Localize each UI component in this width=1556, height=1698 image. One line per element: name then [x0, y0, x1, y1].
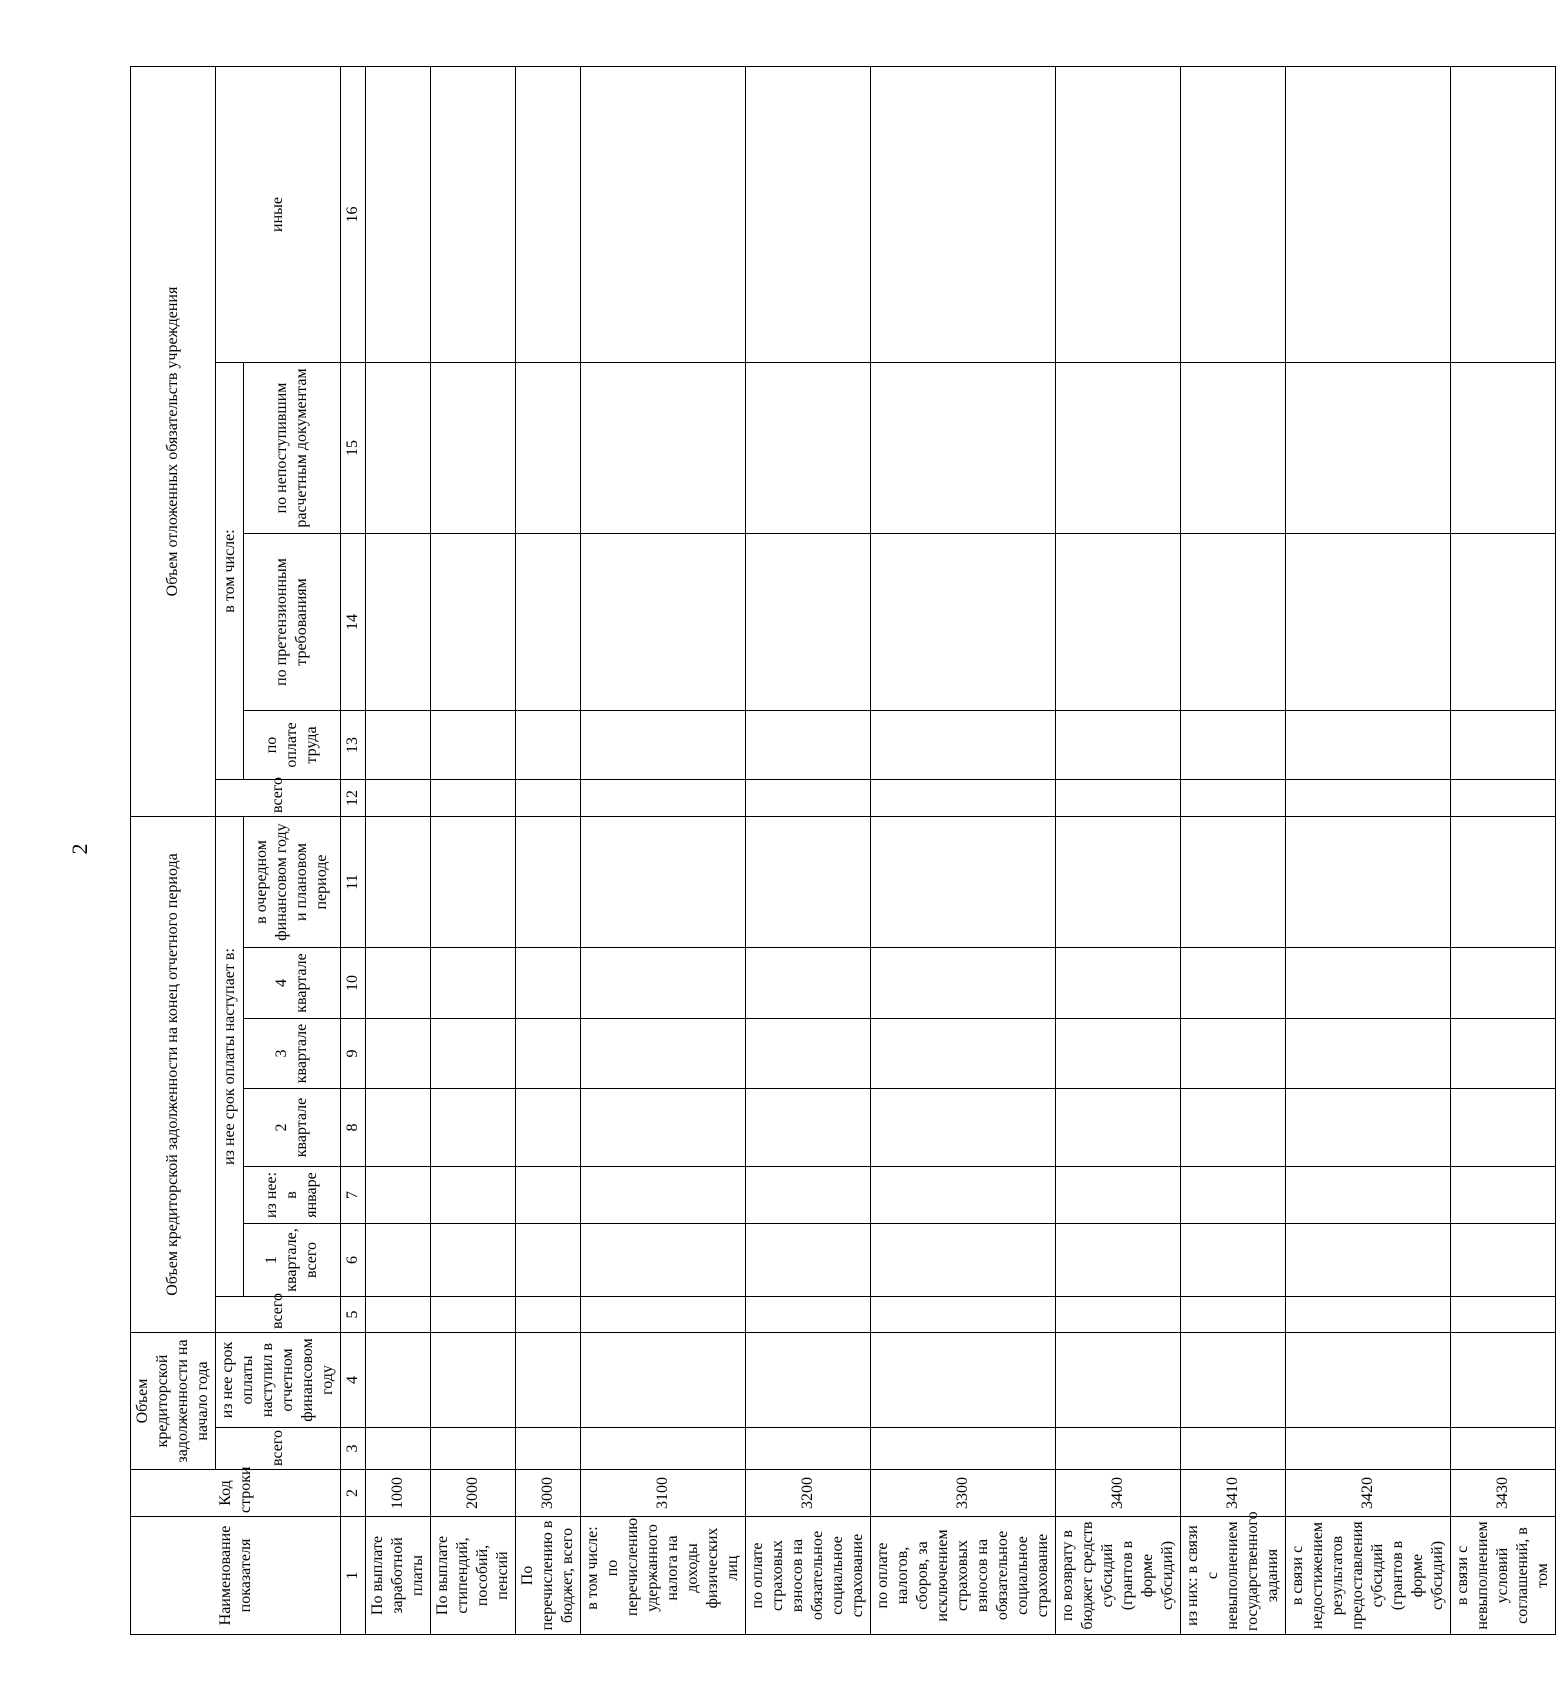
table-row	[1451, 66, 1556, 1634]
row-code: 3410	[1181, 1470, 1286, 1517]
header-deferred-other: иные	[216, 66, 341, 362]
header-name: Наименование показателя	[131, 1517, 341, 1635]
row-code: 3420	[1286, 1470, 1451, 1517]
header-q4: 4 квартале	[244, 948, 341, 1019]
row-name: в связи с невыполнением условий соглашений, в том	[1451, 1517, 1556, 1635]
row-code: 3430	[1451, 1470, 1556, 1517]
col-number: 10	[341, 948, 366, 1019]
col-number: 14	[341, 533, 366, 710]
row-name: по оплате налогов, сборов, за исключением страховых взносов на обязательное социальное страхование	[871, 1517, 1056, 1635]
row-code: 3300	[871, 1470, 1056, 1517]
col-number: 5	[341, 1297, 366, 1333]
table-row	[1056, 66, 1181, 1634]
header-deferred-group: Объем отложенных обязательств учреждения	[131, 66, 216, 816]
header-start-group: Объем кредиторской задолженности на начало года	[131, 1333, 216, 1470]
col-number: 7	[341, 1167, 366, 1224]
row-code: 3400	[1056, 1470, 1181, 1517]
col-number: 6	[341, 1224, 366, 1297]
column-number-row	[341, 66, 366, 1634]
row-name: по возврату в бюджет средств субсидий (грантов в форме субсидий)	[1056, 1517, 1181, 1635]
header-row-2	[216, 66, 244, 1634]
col-number: 9	[341, 1019, 366, 1089]
col-number: 2	[341, 1470, 366, 1517]
header-deferred-wages: по оплате труда	[244, 710, 341, 779]
row-name: в том числе: по перечислению удержанного налога на доходы физических лиц	[581, 1517, 746, 1635]
header-row-1	[131, 66, 216, 1634]
row-name: в связи с недостижением результатов предоставления субсидий (грантов в форме субсидий)	[1286, 1517, 1451, 1635]
table-row	[1181, 66, 1286, 1634]
table-row	[1286, 66, 1451, 1634]
header-deferred-incl: в том числе:	[216, 362, 244, 779]
col-number: 15	[341, 362, 366, 533]
row-code: 2000	[431, 1470, 516, 1517]
header-next-year: в очередном финансовом году и плановом периоде	[244, 816, 341, 947]
creditor-debt-table	[130, 66, 1556, 1635]
header-start-due: из нее срок оплаты наступил в отчетном финансовом году	[216, 1333, 341, 1428]
header-q1-january: из нее: в январе	[244, 1167, 341, 1224]
col-number: 4	[341, 1333, 366, 1428]
row-name: по оплате страховых взносов на обязательное социальное страхование	[746, 1517, 871, 1635]
col-number: 3	[341, 1428, 366, 1470]
col-number: 11	[341, 816, 366, 947]
header-q2: 2 квартале	[244, 1089, 341, 1167]
header-deferred-claims: по претензионным требованиям	[244, 533, 341, 710]
row-code: 3100	[581, 1470, 746, 1517]
row-name: По выплате стипендий, пособий, пенсий	[431, 1517, 516, 1635]
header-end-total: всего	[216, 1297, 341, 1333]
header-code: Код строки	[131, 1470, 341, 1517]
table-row	[871, 66, 1056, 1634]
table-row	[431, 66, 516, 1634]
header-end-group: Объем кредиторской задолженности на конец отчетного периода	[131, 816, 216, 1332]
col-number: 8	[341, 1089, 366, 1167]
col-number: 13	[341, 710, 366, 779]
row-name: из них: в связи с невыполнением государственного задания	[1181, 1517, 1286, 1635]
row-code: 3000	[516, 1470, 581, 1517]
header-q3: 3 квартале	[244, 1019, 341, 1089]
row-name: По выплате заработной платы	[366, 1517, 431, 1635]
header-deferred-docs: по непоступившим расчетным документам	[244, 362, 341, 533]
row-name: По перечислению в бюджет, всего	[516, 1517, 581, 1635]
header-q1-total: 1 квартале, всего	[244, 1224, 341, 1297]
header-end-due-group: из нее срок оплаты наступает в:	[216, 816, 244, 1296]
rotated-page	[130, 67, 1551, 1635]
header-start-total: всего	[216, 1428, 341, 1470]
table-row	[581, 66, 746, 1634]
table-wrapper	[130, 67, 1551, 1635]
table-row	[516, 66, 581, 1634]
col-number: 1	[341, 1517, 366, 1635]
header-deferred-total: всего	[216, 779, 341, 816]
table-row	[366, 66, 431, 1634]
row-code: 3200	[746, 1470, 871, 1517]
col-number: 16	[341, 66, 366, 362]
table-row	[746, 66, 871, 1634]
row-code: 1000	[366, 1470, 431, 1517]
page-number: 2	[67, 843, 92, 855]
col-number: 12	[341, 779, 366, 816]
